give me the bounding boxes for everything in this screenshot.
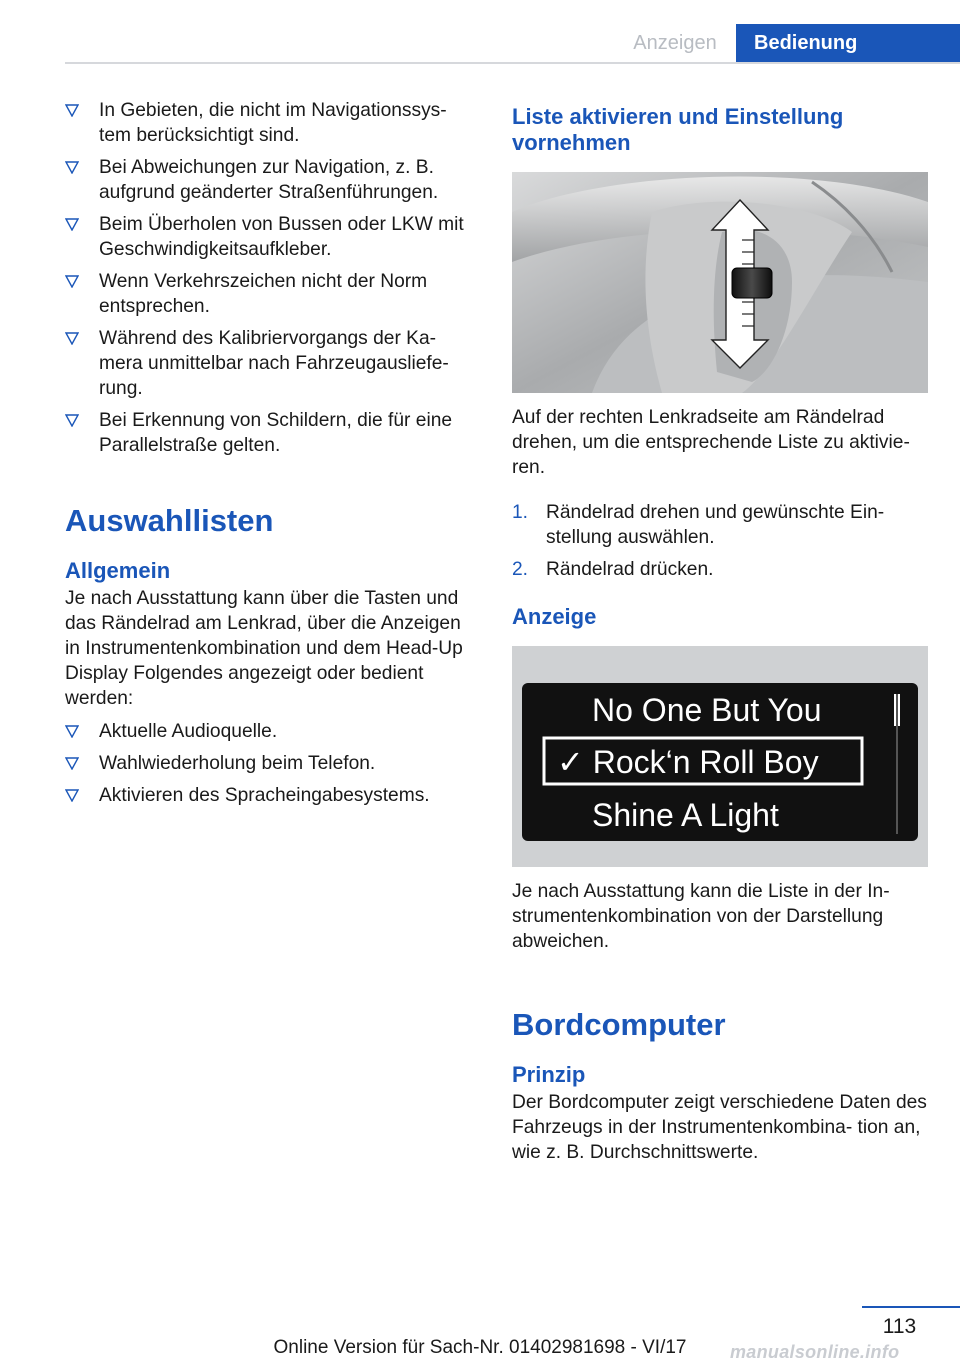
- list-item: [65, 719, 480, 744]
- instrument-display-list-image: [512, 646, 928, 867]
- list-item-text: Aktuelle Audioquelle.: [99, 721, 278, 742]
- list-item-text: In Gebieten, die nicht im Navigationssys‐ tem berücksichtigt sind.: [99, 100, 447, 146]
- step-number: 2.: [512, 559, 529, 580]
- list-item-text: Aktivieren des Spracheingabesystems.: [99, 785, 430, 806]
- watermark-text: manualsonline.info: [730, 1342, 900, 1362]
- list-item-text: Beim Überholen von Bussen oder LKW mit Geschwindigkeitsaufkleber.: [99, 214, 464, 260]
- bordcomputer-paragraph: Der Bordcomputer zeigt verschiedene Daten des Fahrzeugs in der Instrumentenkombina‐ tion an, wie z. B. Durchschnittswerte.: [512, 1092, 927, 1163]
- tab-bedienung[interactable]: Bedienung: [736, 24, 960, 63]
- list-item: [65, 408, 480, 458]
- wheel-instruction-paragraph: Auf der rechten Lenkradseite am Rändelrad drehen, um die entsprechende Liste zu aktivie‐ ren.: [512, 407, 910, 478]
- display-item-3: Shine A Light: [592, 797, 779, 833]
- triangle-bullet-icon: [65, 789, 79, 802]
- triangle-bullet-icon: [65, 104, 79, 117]
- list-item: [65, 155, 480, 205]
- display-item-1: No One But You: [592, 692, 822, 728]
- header-divider: [65, 62, 960, 64]
- triangle-bullet-icon: [65, 275, 79, 288]
- list-item-text: Bei Erkennung von Schildern, die für eine Parallelstraße gelten.: [99, 410, 453, 456]
- step-text: Rändelrad drehen und gewünschte Ein‐ stellung auswählen.: [546, 502, 885, 548]
- footer-version-text: Online Version für Sach-Nr. 01402981698 - VI/17: [273, 1337, 687, 1358]
- triangle-bullet-icon: [65, 414, 79, 427]
- right-column: [512, 104, 928, 1165]
- list-item: [65, 326, 480, 401]
- list-item-text: Während des Kalibriervorgangs der Ka‐ mera unmittelbar nach Fahrzeugausliefe‐ rung.: [99, 328, 449, 399]
- list-item: [65, 212, 480, 262]
- subsection-title-allgemein: Allgemein: [65, 558, 171, 583]
- step-number: 1.: [512, 502, 529, 523]
- heading-liste-aktivieren: Liste aktivieren und Einstellung vornehmen: [512, 104, 844, 155]
- triangle-bullet-icon: [65, 725, 79, 738]
- triangle-bullet-icon: [65, 757, 79, 770]
- step-item: [512, 557, 928, 582]
- condition-list: [65, 98, 480, 458]
- section-title-bordcomputer: Bordcomputer: [512, 1007, 726, 1042]
- list-item: [65, 98, 480, 148]
- step-text: Rändelrad drücken.: [546, 559, 714, 580]
- display-note-paragraph: Je nach Ausstattung kann die Liste in der In‐ strumentenkombination von der Darstellung abweichen.: [512, 881, 890, 952]
- list-item-text: Wenn Verkehrszeichen nicht der Norm entsprechen.: [99, 271, 428, 317]
- tab-anzeigen[interactable]: Anzeigen: [633, 32, 717, 54]
- display-item-2: ✓ Rock‘n Roll Boy: [557, 744, 819, 780]
- triangle-bullet-icon: [65, 161, 79, 174]
- steps-list: [512, 500, 928, 582]
- list-item-text: Wahlwiederholung beim Telefon.: [99, 753, 376, 774]
- footer-accent-line: [862, 1306, 960, 1308]
- intro-paragraph: Je nach Ausstattung kann über die Tasten und das Rändelrad am Lenkrad, über die Anzeigen in Instrumentenkombination und dem Head-Up Display Folgendes angezeigt oder bedient werden:: [65, 588, 463, 709]
- list-item: [65, 783, 480, 808]
- list-item: [65, 751, 480, 776]
- feature-list: [65, 719, 480, 808]
- section-title-auswahllisten: Auswahllisten: [65, 503, 274, 538]
- triangle-bullet-icon: [65, 218, 79, 231]
- list-item-text: Bei Abweichungen zur Navigation, z. B. aufgrund geänderter Straßenführungen.: [99, 157, 439, 203]
- step-item: [512, 500, 928, 550]
- steering-wheel-thumbwheel-image: [512, 172, 928, 393]
- left-column: [65, 98, 480, 815]
- heading-anzeige: Anzeige: [512, 604, 597, 629]
- list-item: [65, 269, 480, 319]
- triangle-bullet-icon: [65, 332, 79, 345]
- page-number: 113: [882, 1315, 917, 1338]
- subsection-title-prinzip: Prinzip: [512, 1062, 586, 1087]
